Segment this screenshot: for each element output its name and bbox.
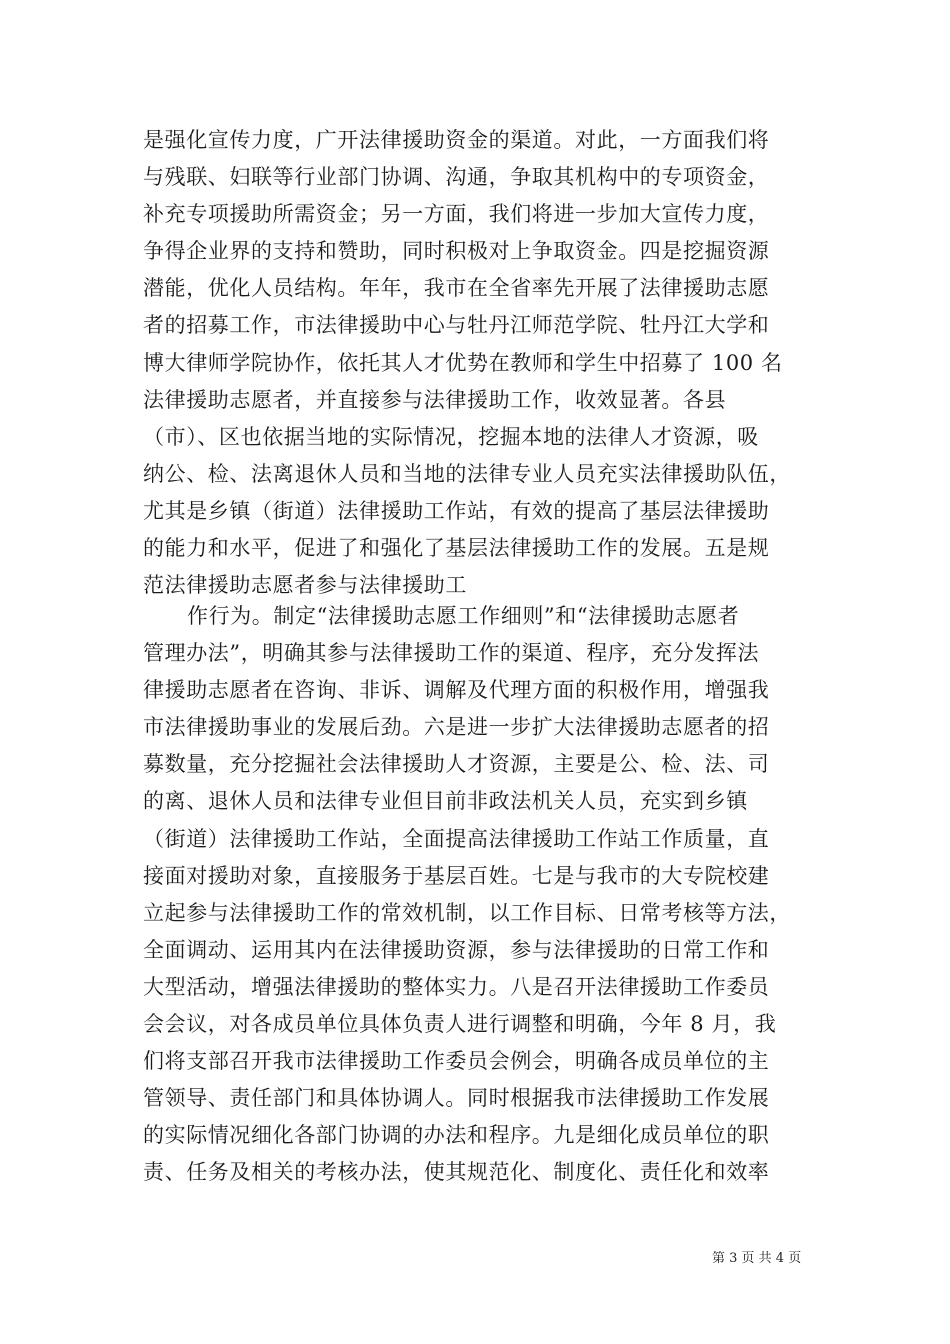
text-line: 责、任务及相关的考核办法，使其规范化、制度化、责任化和效率 <box>143 1160 770 1185</box>
text-line: 的实际情况细化各部门协调的办法和程序。九是细化成员单位的职 <box>143 1123 770 1148</box>
text-line: 与残联、妇联等行业部门协调、沟通，争取其机构中的专项资金， <box>143 165 770 190</box>
text-line: 纳公、检、法离退休人员和当地的法律专业人员充实法律援助队伍， <box>143 461 791 486</box>
text-line: 全面调动、运用其内在法律援助资源，参与法律援助的日常工作和 <box>143 937 770 962</box>
text-line: （街道）法律援助工作站，全面提高法律援助工作站工作质量，直 <box>143 826 770 851</box>
text-line: 的能力和水平，促进了和强化了基层法律援助工作的发展。五是规 <box>143 536 770 561</box>
text-line: 会会议，对各成员单位具体负责人进行调整和明确，今年 8 月，我 <box>143 1012 777 1037</box>
text-line: 范法律援助志愿者参与法律援助工 <box>143 573 467 598</box>
text-line: 是强化宣传力度，广开法律援助资金的渠道。对此，一方面我们将 <box>143 128 770 152</box>
text-line: 争得企业界的支持和赞助，同时积极对上争取资金。四是挖掘资源 <box>143 239 770 264</box>
text-line: 立起参与法律援助工作的常效机制，以工作目标、日常考核等方法， <box>143 900 791 925</box>
text-line: 补充专项援助所需资金；另一方面，我们将进一步加大宣传力度， <box>143 202 770 227</box>
text-line: 管理办法”，明确其参与法律援助工作的渠道、程序，充分发挥法 <box>143 641 760 666</box>
text-line: 者的招募工作，市法律援助中心与牡丹江师范学院、牡丹江大学和 <box>143 313 770 338</box>
text-line: 的离、退休人员和法律专业但目前非政法机关人员，充实到乡镇 <box>143 789 748 814</box>
text-line: 接面对援助对象，直接服务于基层百姓。七是与我市的大专院校建 <box>143 863 770 888</box>
text-line: 管领导、责任部门和具体协调人。同时根据我市法律援助工作发展 <box>143 1086 770 1111</box>
text-line: 市法律援助事业的发展后劲。六是进一步扩大法律援助志愿者的招 <box>143 715 770 740</box>
paragraph-1 <box>143 122 808 604</box>
page-number-footer: 第 3 页 共 4 页 <box>712 1251 802 1266</box>
text-line: 法律援助志愿者，并直接参与法律援助工作，收效显著。各县 <box>143 387 727 412</box>
text-line-first: 作行为。制定“法律援助志愿工作细则”和“法律援助志愿者 <box>187 604 740 628</box>
text-line: 律援助志愿者在咨询、非诉、调解及代理方面的积极作用，增强我 <box>143 678 770 703</box>
text-line: 募数量，充分挖掘社会法律援助人才资源，主要是公、检、法、司 <box>143 752 770 777</box>
paragraph-2 <box>143 598 808 1192</box>
text-line: 尤其是乡镇（街道）法律援助工作站，有效的提高了基层法律援助 <box>143 498 770 523</box>
text-line: （市）、区也依据当地的实际情况，挖掘本地的法律人才资源，吸 <box>143 424 759 449</box>
text-line: 大型活动，增强法律援助的整体实力。八是召开法律援助工作委员 <box>143 974 770 999</box>
text-line: 们将支部召开我市法律援助工作委员会例会，明确各成员单位的主 <box>143 1049 770 1074</box>
text-line: 博大律师学院协作，依托其人才优势在教师和学生中招募了 100 名 <box>143 350 783 375</box>
text-line: 潜能，优化人员结构。年年，我市在全省率先开展了法律援助志愿 <box>143 276 770 301</box>
